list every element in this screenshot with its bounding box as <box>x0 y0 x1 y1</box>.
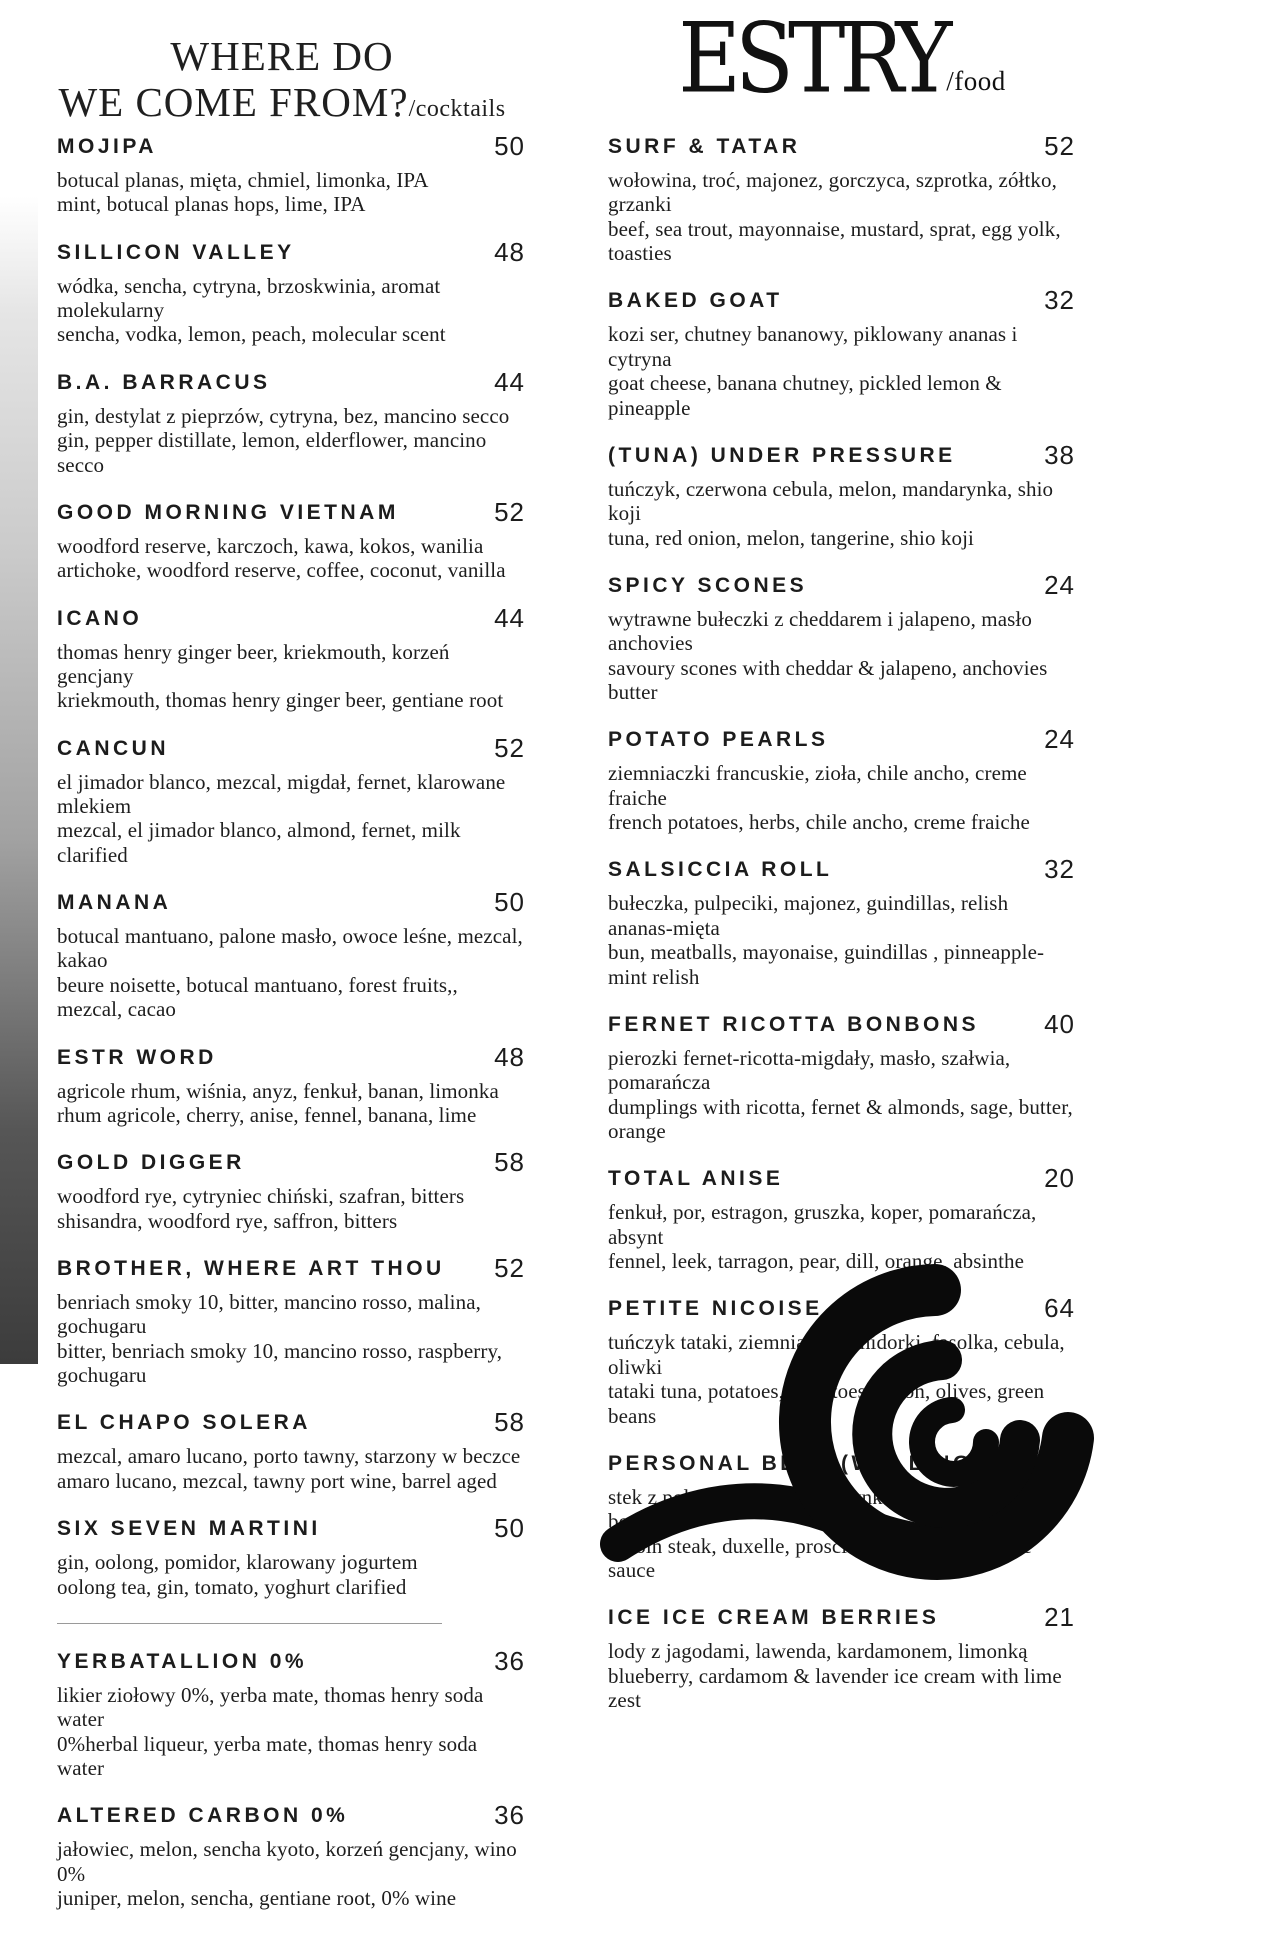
item-desc-en: tuna, red onion, melon, tangerine, shio koji <box>608 525 974 550</box>
item-desc-pl: tuńczyk, czerwona cebula, melon, mandarynka, shio koji <box>608 476 1054 526</box>
zero-proof-divider <box>57 1623 442 1624</box>
cocktails-column <box>57 131 525 1934</box>
menu-item <box>57 366 525 477</box>
item-desc-en: french potatoes, herbs, chile ancho, creme fraiche <box>608 810 1030 835</box>
item-desc-pl: likier ziołowy 0%, yerba mate, thomas henry soda water <box>57 1682 484 1732</box>
item-name: MANANA <box>57 891 172 915</box>
swirl-graphic <box>600 1252 1100 1582</box>
item-desc-en: gin, pepper distillate, lemon, elderflower, mancino secco <box>57 428 487 477</box>
item-desc-en: goat cheese, banana chutney, pickled lemon & pineapple <box>608 371 1002 420</box>
cocktails-title-line2: WE COME FROM?/cocktails <box>58 78 506 125</box>
item-desc-pl: wódka, sencha, cytryna, brzoskwinia, aromat molekularny <box>57 273 441 323</box>
item-desc-en: sirloin steak, duxelle, prosciutto crudo, bordelaise sauce <box>608 1533 1032 1582</box>
menu-item <box>57 602 525 713</box>
item-desc-pl: woodford reserve, karczoch, kawa, kokos, wanilia <box>57 533 484 558</box>
item-price: 99 <box>1045 1447 1077 1478</box>
item-name: SIX SEVEN MARTINI <box>57 1517 321 1541</box>
item-name: ICANO <box>57 606 143 630</box>
menu-item <box>608 1008 1075 1143</box>
menu-item <box>57 1513 525 1599</box>
item-desc-en: rhum agricole, cherry, anise, fennel, banana, lime <box>57 1102 477 1127</box>
item-price: 20 <box>1044 1163 1075 1194</box>
item-name: SALSICCIA ROLL <box>608 858 833 882</box>
item-name: SURF & TATAR <box>608 135 801 158</box>
menu-item <box>57 1041 525 1128</box>
cocktails-header <box>57 34 507 126</box>
item-desc-en: sencha, vodka, lemon, peach, molecular scent <box>57 322 446 347</box>
item-price: 36 <box>494 1645 525 1676</box>
cocktails-label: /cocktails <box>408 95 506 122</box>
item-desc-en: blueberry, cardamom & lavender ice cream with lime zest <box>608 1663 1062 1713</box>
item-price: 44 <box>494 366 525 397</box>
item-desc-en: oolong tea, gin, tomato, yoghurt clarified <box>57 1574 407 1599</box>
item-price: 32 <box>1044 285 1075 316</box>
menu-item <box>57 1147 525 1233</box>
item-desc-pl: botucal mantuano, palone masło, owoce leśne, mezcal, kakao <box>57 924 523 973</box>
item-desc-en: mint, botucal planas hops, lime, IPA <box>57 192 366 217</box>
item-price: 50 <box>494 887 525 918</box>
item-name: MOJIPA <box>57 135 157 158</box>
item-desc-pl: tuńczyk tataki, ziemniaki, pomidorki, fasolka, cebula, oliwki <box>608 1330 1065 1379</box>
item-name: ESTR WORD <box>57 1045 217 1069</box>
menu-item <box>608 724 1075 835</box>
item-price: 52 <box>494 732 525 763</box>
item-desc-pl: wytrawne bułeczki z cheddarem i jalapeno, masło anchovies <box>608 606 1032 656</box>
item-desc-pl: kozi ser, chutney bananowy, piklowany ananas i cytryna <box>608 322 1018 371</box>
item-name: SILLICON VALLEY <box>57 240 295 264</box>
item-price: 24 <box>1044 569 1075 600</box>
food-header <box>608 2 1076 115</box>
swirl-icon <box>600 1252 1100 1582</box>
item-desc-en: savoury scones with cheddar & jalapeno, anchovies butter <box>608 655 1048 705</box>
menu-item <box>57 236 525 347</box>
item-desc-pl: benriach smoky 10, bitter, mancino rosso, malina, gochugaru <box>57 1289 481 1339</box>
item-price: 24 <box>1044 724 1075 755</box>
item-desc-en: juniper, melon, sencha, gentiane root, 0% wine <box>57 1886 457 1911</box>
item-name: ICE ICE CREAM BERRIES <box>608 1606 940 1630</box>
item-desc-en: tataki tuna, potatoes, tomatoes, onion, olives, green beans <box>608 1379 1045 1428</box>
item-desc-en: shisandra, woodford rye, saffron, bitters <box>57 1208 398 1233</box>
menu-item <box>608 285 1075 420</box>
item-desc-pl: pierozki fernet-ricotta-migdały, masło, szałwia, pomarańcza <box>608 1045 1011 1095</box>
item-desc-pl: el jimador blanco, mezcal, migdał, fernet, klarowane mlekiem <box>57 769 506 819</box>
item-price: 21 <box>1044 1602 1075 1633</box>
item-desc-en: dumplings with ricotta, fernet & almonds, sage, butter, orange <box>608 1094 1073 1143</box>
item-desc-pl: bułeczka, pulpeciki, majonez, guindillas, relish ananas-mięta <box>608 891 1009 940</box>
item-name: GOOD MORNING VIETNAM <box>57 500 399 524</box>
item-name: SPICY SCONES <box>608 573 808 597</box>
item-desc-pl: jałowiec, melon, sencha kyoto, korzeń gencjany, wino 0% <box>57 1837 517 1886</box>
item-price: 58 <box>494 1147 525 1178</box>
item-price: 48 <box>494 236 525 267</box>
menu-item <box>608 1602 1075 1713</box>
menu-item <box>608 131 1075 266</box>
item-name: ALTERED CARBON 0% <box>57 1804 349 1828</box>
menu-item <box>57 732 525 867</box>
cocktails-title-line1: WHERE DO <box>170 33 394 79</box>
item-price: 36 <box>494 1800 525 1831</box>
item-name: CANCUN <box>57 736 169 760</box>
item-name: PERSONAL BEEF (WELLINGTON) <box>608 1451 1038 1475</box>
menu-item <box>57 131 525 217</box>
item-desc-en: fennel, leek, tarragon, pear, dill, orange, absinthe <box>608 1249 1025 1274</box>
menu-item <box>57 1407 525 1493</box>
item-price: 44 <box>494 602 525 633</box>
cocktails-list <box>57 131 525 1599</box>
item-price: 50 <box>494 1513 525 1544</box>
menu-item <box>57 1252 525 1388</box>
item-price: 52 <box>494 1252 525 1283</box>
menu-item <box>57 1645 525 1780</box>
item-price: 52 <box>1044 131 1075 161</box>
menu-item <box>57 887 525 1022</box>
item-price: 52 <box>494 496 525 527</box>
item-desc-en: bun, meatballs, mayonaise, guindillas , pinneapple-mint relish <box>608 940 1045 989</box>
item-price: 64 <box>1044 1293 1075 1324</box>
item-desc-pl: agricole rhum, wiśnia, anyz, fenkuł, banan, limonka <box>57 1078 499 1103</box>
item-name: (TUNA) UNDER PRESSURE <box>608 443 956 467</box>
item-desc-pl: woodford rye, cytryniec chiński, szafran, bitters <box>57 1184 465 1209</box>
item-price: 40 <box>1044 1008 1075 1039</box>
item-name: BROTHER, WHERE ART THOU <box>57 1256 445 1280</box>
item-name: FERNET RICOTTA BONBONS <box>608 1012 979 1036</box>
item-name: BAKED GOAT <box>608 289 783 313</box>
menu-item <box>608 854 1075 989</box>
item-desc-en: 0%herbal liqueur, yerba mate, thomas henry soda water <box>57 1731 478 1780</box>
item-name: TOTAL ANISE <box>608 1167 784 1191</box>
item-desc-en: amaro lucano, mezcal, tawny port wine, barrel aged <box>57 1468 497 1493</box>
menu-item <box>608 569 1075 705</box>
item-desc-pl: wołowina, troć, majonez, gorczyca, szprotka, zółtko, grzanki <box>608 168 1057 217</box>
item-desc-pl: gin, oolong, pomidor, klarowany jogurtem <box>57 1550 418 1575</box>
item-desc-pl: mezcal, amaro lucano, porto tawny, starzony w beczce <box>57 1444 521 1469</box>
item-desc-pl: botucal planas, mięta, chmiel, limonka, IPA <box>57 168 429 192</box>
edge-gradient-bar <box>0 196 38 1364</box>
item-desc-en: beef, sea trout, mayonnaise, mustard, sprat, egg yolk, toasties <box>608 216 1061 266</box>
item-price: 50 <box>494 131 525 161</box>
item-price: 38 <box>1044 439 1075 470</box>
estry-logo: ESTRY <box>678 2 947 115</box>
item-price: 32 <box>1044 854 1075 885</box>
item-desc-pl: fenkuł, por, estragon, gruszka, koper, pomarańcza, absynt <box>608 1200 1037 1249</box>
item-desc-pl: gin, destylat z pieprzów, cytryna, bez, mancino secco <box>57 403 510 428</box>
item-desc-pl: thomas henry ginger beer, kriekmouth, korzeń gencjany <box>57 639 450 688</box>
item-name: PETITE NICOISE <box>608 1297 823 1321</box>
item-name: EL CHAPO SOLERA <box>57 1411 311 1435</box>
menu-item <box>57 1800 525 1911</box>
item-desc-en: artichoke, woodford reserve, coffee, coconut, vanilla <box>57 558 506 583</box>
item-price: 48 <box>494 1041 525 1072</box>
item-desc-en: kriekmouth, thomas henry ginger beer, gentiane root <box>57 688 504 713</box>
menu-item <box>57 496 525 583</box>
item-name: POTATO PEARLS <box>608 728 829 752</box>
item-desc-en: mezcal, el jimador blanco, almond, fernet, milk clarified <box>57 818 461 867</box>
menu-item <box>608 439 1075 550</box>
item-name: B.A. BARRACUS <box>57 370 271 394</box>
item-price: 58 <box>494 1407 525 1438</box>
item-desc-pl: ziemniaczki francuskie, zioła, chile ancho, creme fraiche <box>608 761 1027 810</box>
item-desc-en: bitter, benriach smoky 10, mancino rosso, raspberry, gochugaru <box>57 1338 503 1388</box>
item-desc-pl: lody z jagodami, lawenda, kardamonem, limonką <box>608 1639 1028 1664</box>
food-label: /food <box>946 66 1006 96</box>
item-name: YERBATALLION 0% <box>57 1649 308 1673</box>
zero-proof-list <box>57 1645 525 1911</box>
item-desc-en: beure noisette, botucal mantuano, forest fruits,, mezcal, cacao <box>57 972 458 1022</box>
item-name: GOLD DIGGER <box>57 1151 245 1175</box>
item-desc-pl: stek z polędwicy, duxelle, szynka parmeńska, sos bordelaise <box>608 1484 1028 1534</box>
